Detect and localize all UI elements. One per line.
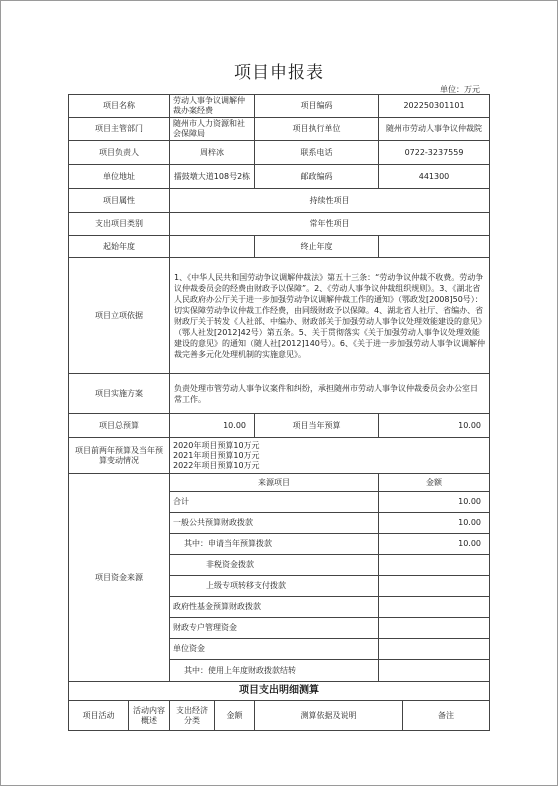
detail-header-content: 活动内容概述 <box>129 701 170 731</box>
page-title: 项目申报表 <box>234 63 324 83</box>
total-value: 10.00 <box>170 414 255 438</box>
fund-amount: 10.00 <box>379 513 490 534</box>
fund-source: 其中：申请当年预算拨款 <box>170 534 379 555</box>
owner-label: 项目负责人 <box>69 141 170 165</box>
fund-amount: 10.00 <box>379 492 490 513</box>
fund-amount <box>379 639 490 660</box>
attr-label: 项目属性 <box>69 189 170 213</box>
detail-header-remark: 备注 <box>403 701 490 731</box>
fund-source: 其中：使用上年度财政拨款结转 <box>170 660 379 682</box>
row-owner <box>69 141 490 165</box>
exec-label: 项目执行单位 <box>255 118 379 141</box>
source-header: 来源项目 <box>170 474 379 492</box>
name-label: 项目名称 <box>69 95 170 118</box>
fund-source: 合计 <box>170 492 379 513</box>
unit-label: 单位：万元 <box>440 85 480 94</box>
year-label: 项目当年预算 <box>255 414 379 438</box>
detail-header-economic-class: 支出经济分类 <box>170 701 215 731</box>
fund-amount: 10.00 <box>379 534 490 555</box>
detail-title-row <box>69 682 490 701</box>
fund-amount <box>379 660 490 682</box>
row-category <box>69 213 490 236</box>
row-previous <box>69 438 490 474</box>
prev-line: 2020年项目预算10万元 <box>173 440 260 450</box>
row-dept <box>69 118 490 141</box>
detail-header-row <box>69 701 490 731</box>
plan-label: 项目实施方案 <box>69 374 170 414</box>
row-budget <box>69 414 490 438</box>
fund-header-row <box>69 474 490 492</box>
cat-value: 常年性项目 <box>170 213 490 236</box>
dept-value: 随州市人力资源和社会保障局 <box>170 118 255 141</box>
row-basis <box>69 258 490 374</box>
project-application-table <box>68 94 490 731</box>
basis-label: 项目立项依据 <box>69 258 170 374</box>
detail-title: 项目支出明细测算 <box>69 682 490 701</box>
code-value: 202250301101 <box>379 95 490 118</box>
row-attr <box>69 189 490 213</box>
start-value <box>170 236 255 258</box>
zip-label: 邮政编码 <box>255 165 379 189</box>
cat-label: 支出项目类别 <box>69 213 170 236</box>
detail-header-amount: 金额 <box>215 701 255 731</box>
detail-header-activity: 项目活动 <box>69 701 129 731</box>
fund-source: 一般公共预算财政拨款 <box>170 513 379 534</box>
row-name <box>69 95 490 118</box>
prev-line: 2021年项目预算10万元 <box>173 450 260 460</box>
detail-header-basis: 测算依据及说明 <box>255 701 403 731</box>
phone-value: 0722-3237559 <box>379 141 490 165</box>
code-label: 项目编码 <box>255 95 379 118</box>
end-value <box>379 236 490 258</box>
prev-label: 项目前两年预算及当年预算变动情况 <box>69 438 170 474</box>
zip-value: 441300 <box>379 165 490 189</box>
fund-amount <box>379 576 490 597</box>
exec-value: 随州市劳动人事争议仲裁院 <box>379 118 490 141</box>
addr-value: 擂鼓墩大道108号2栋 <box>170 165 255 189</box>
row-plan <box>69 374 490 414</box>
attr-value: 持续性项目 <box>170 189 490 213</box>
start-label: 起始年度 <box>69 236 170 258</box>
basis-value: 1、《中华人民共和国劳动争议调解仲裁法》第五十三条：“劳动争议仲裁不收费。劳动争议仲裁委员会的经费由财政予以保障”。2、《劳动人事争议仲裁组织规则》。3、《湖北省人民政府办公厅关于进一步加强劳动争议调解仲裁工作的通知》（鄂政发[2008]50号）：切实保障劳动争议仲裁工作经费，由同级财政予以保障。4、湖北省人社厅、省编办、省财政厅关于转发《人社部、中编办、财政部关于加强劳动人事争议处理效能建设的意见》（鄂人社发[2012]42号）第五条。5、关于贯彻落实《关于加强劳动人事争议处理效能建设的意见》的通知（随人社[2012]140号）。6、《关于进一步加强劳动人事争议调解仲裁完善多元化处理机制的实施意见》。 <box>170 258 490 374</box>
total-label: 项目总预算 <box>69 414 170 438</box>
dept-label: 项目主管部门 <box>69 118 170 141</box>
end-label: 终止年度 <box>255 236 379 258</box>
plan-value: 负责处理市管劳动人事争议案件和纠纷，承担随州市劳动人事争议仲裁委员会办公室日常工作。 <box>170 374 490 414</box>
fund-source: 政府性基金预算财政拨款 <box>170 597 379 618</box>
row-years <box>69 236 490 258</box>
fund-amount <box>379 555 490 576</box>
fund-source: 上级专项转移支付拨款 <box>170 576 379 597</box>
year-value: 10.00 <box>379 414 490 438</box>
fund-label: 项目资金来源 <box>69 474 170 682</box>
name-value: 劳动人事争议调解仲裁办案经费 <box>170 95 255 118</box>
fund-source: 单位资金 <box>170 639 379 660</box>
fund-amount <box>379 618 490 639</box>
fund-source: 非税资金拨款 <box>170 555 379 576</box>
owner-value: 周梓冰 <box>170 141 255 165</box>
fund-source: 财政专户管理资金 <box>170 618 379 639</box>
amount-header: 金额 <box>379 474 490 492</box>
prev-line: 2022年项目预算10万元 <box>173 460 260 470</box>
addr-label: 单位地址 <box>69 165 170 189</box>
prev-value <box>170 438 490 474</box>
fund-amount <box>379 597 490 618</box>
row-address <box>69 165 490 189</box>
phone-label: 联系电话 <box>255 141 379 165</box>
